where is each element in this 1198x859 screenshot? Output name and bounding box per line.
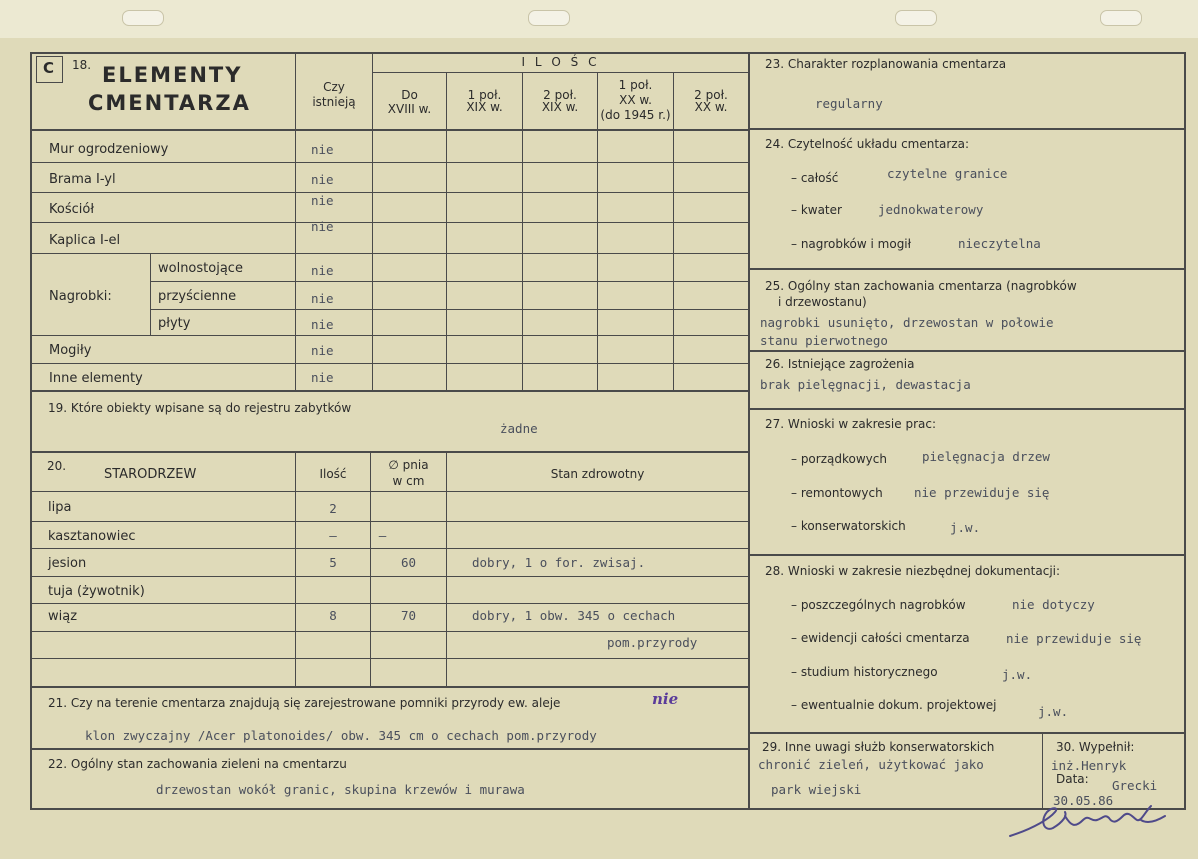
row-value: nie	[311, 142, 334, 157]
period-5-l1: 2 poł.	[694, 88, 728, 102]
q28-item: – ewentualnie dokum. projektowej	[791, 698, 997, 712]
q28-item: – studium historycznego	[791, 665, 938, 679]
row-label: Mur ogrodzeniowy	[49, 142, 169, 157]
row-value: nie	[311, 343, 334, 358]
tree-name: tuja (żywotnik)	[48, 584, 145, 599]
nagrobki-item: przyścienne	[158, 289, 237, 304]
tree-ilosc: 2	[329, 501, 337, 516]
tree-name: kasztanowiec	[48, 529, 136, 544]
tree-name: lipa	[48, 500, 72, 515]
nagrobki-value: nie	[311, 263, 334, 278]
q28-item: – poszczególnych nagrobków	[791, 598, 966, 612]
col-exists-l2: istnieją	[312, 95, 356, 109]
tree-stan: dobry, 1 o for. zwisaj.	[472, 555, 646, 570]
nagrobki-label: Nagrobki:	[49, 289, 112, 304]
period-1-l1: Do	[401, 88, 418, 102]
q28-value: nie przewiduje się	[1006, 631, 1142, 646]
q25-label-l1: 25. Ogólny stan zachowania cmentarza (nagrobków	[765, 279, 1077, 293]
q24-item: – kwater	[791, 203, 842, 217]
q28-label: 28. Wnioski w zakresie niezbędnej dokumentacji:	[765, 564, 1061, 578]
row-value: nie	[311, 219, 334, 234]
q27-item: – porządkowych	[791, 452, 887, 466]
tree-name: wiąz	[48, 609, 78, 624]
q30-date: 30.05.86	[1053, 793, 1114, 808]
q24-value: czytelne granice	[887, 166, 1008, 181]
q30-label: 30. Wypełnił:	[1056, 740, 1135, 754]
q28-value: j.w.	[1002, 667, 1033, 682]
q19-value: żadne	[500, 421, 538, 436]
q24-value: nieczytelna	[958, 236, 1041, 251]
q27-value: nie przewiduje się	[914, 485, 1050, 500]
q27-label: 27. Wnioski w zakresie prac:	[765, 417, 937, 431]
row-value: nie	[311, 193, 334, 208]
q24-item: – całość	[791, 171, 839, 185]
q20-col-pnia-l1: ∅ pnia	[388, 458, 429, 472]
q24-item: – nagrobków i mogił	[791, 237, 912, 251]
period-2-l2: XIX w.	[466, 100, 503, 114]
row-label: Inne elementy	[49, 371, 143, 386]
q29-label: 29. Inne uwagi służb konserwatorskich	[762, 740, 995, 754]
q27-item: – konserwatorskich	[791, 519, 906, 533]
nagrobki-value: nie	[311, 291, 334, 306]
q27-item: – remontowych	[791, 486, 883, 500]
period-5-l2: XX w.	[694, 100, 728, 114]
q30-name: inż.Henryk	[1051, 758, 1127, 773]
q25-value-l1: nagrobki usunięto, drzewostan w połowie	[760, 315, 1054, 330]
period-3-l1: 2 poł.	[543, 88, 577, 102]
q26-value: brak pielęgnacji, dewastacja	[760, 377, 971, 392]
q20-col-ilosc: Ilość	[319, 467, 347, 481]
nagrobki-item: płyty	[158, 316, 191, 331]
q22-label: 22. Ogólny stan zachowania zieleni na cmentarzu	[48, 757, 347, 771]
q22-value: drzewostan wokół granic, skupina krzewów i murawa	[156, 782, 525, 797]
period-1-l2: XVIII w.	[387, 102, 432, 116]
q28-item: – ewidencji całości cmentarza	[791, 631, 970, 645]
tree-ilosc: 5	[329, 555, 337, 570]
q28-value: nie dotyczy	[1012, 597, 1095, 612]
top-strip	[0, 0, 1198, 38]
q26-label: 26. Istniejące zagrożenia	[765, 357, 915, 371]
q23-value: regularny	[815, 96, 883, 111]
q27-value: j.w.	[950, 520, 981, 535]
period-4-l1: 1 poł.	[618, 78, 653, 92]
q20-title: STARODRZEW	[104, 467, 197, 482]
q29-value-l1: chronić zieleń, użytkować jako	[758, 757, 984, 772]
q29-value-l2: park wiejski	[771, 782, 862, 797]
q21-label: 21. Czy na terenie cmentarza znajdują się zarejestrowane pomniki przyrody ew. aleje	[48, 696, 561, 710]
q23-label: 23. Charakter rozplanowania cmentarza	[765, 57, 1007, 71]
ilosc-header: I L O Ś C	[521, 55, 600, 69]
tree-pnia: 60	[400, 555, 417, 570]
section-title-line2: CMENTARZA	[88, 91, 251, 115]
q28-value: j.w.	[1038, 704, 1069, 719]
q25-label-l2: i drzewostanu)	[778, 295, 867, 309]
col-exists-l1: Czy	[323, 80, 345, 94]
q24-value: jednokwaterowy	[878, 202, 984, 217]
binder-hole	[528, 10, 570, 26]
binder-hole	[122, 10, 164, 26]
section-number: 18.	[72, 58, 92, 72]
q27-value: pielęgnacja drzew	[922, 449, 1050, 464]
tree-pnia: 70	[400, 608, 417, 623]
section-title-line1: ELEMENTY	[102, 63, 243, 87]
q30-date-label: Data:	[1056, 772, 1089, 786]
period-4-l3: (do 1945 r.)	[600, 108, 671, 122]
period-2-l1: 1 poł.	[467, 88, 502, 102]
tree-pnia: –	[378, 528, 387, 543]
period-4-l2: XX w.	[619, 93, 652, 107]
row-label: Kaplica I-el	[49, 233, 121, 248]
q25-value-l2: stanu pierwotnego	[760, 333, 888, 348]
nagrobki-item: wolnostojące	[158, 261, 243, 276]
row-label: Brama I-yl	[49, 172, 116, 187]
row-value: nie	[311, 172, 334, 187]
q20-col-pnia-l2: w cm	[392, 474, 425, 488]
q21-value: klon zwyczajny /Acer platonoides/ obw. 345 cm o cechach pom.przyrody	[85, 728, 597, 743]
q30-surname: Grecki	[1112, 778, 1158, 793]
binder-hole	[895, 10, 937, 26]
row-label: Kościół	[49, 202, 95, 217]
tree-name: jesion	[48, 556, 87, 571]
q20-number: 20.	[47, 459, 67, 473]
q19-label: 19. Które obiekty wpisane są do rejestru zabytków	[48, 401, 352, 415]
tree-ilosc: 8	[329, 608, 337, 623]
q21-handwritten: nie	[652, 690, 679, 708]
period-3-l2: XIX w.	[541, 100, 579, 114]
tree-stan: dobry, 1 obw. 345 o cechach	[472, 608, 676, 623]
row-value: nie	[311, 370, 334, 385]
row-label: Mogiły	[49, 343, 92, 358]
nagrobki-value: nie	[311, 317, 334, 332]
tree-stan-extra: pom.przyrody	[607, 635, 698, 650]
signature-icon	[1005, 798, 1175, 848]
binder-hole	[1100, 10, 1142, 26]
q24-label: 24. Czytelność układu cmentarza:	[765, 137, 970, 151]
tree-ilosc: –	[329, 528, 337, 543]
q20-col-stan: Stan zdrowotny	[550, 467, 645, 481]
section-letter: C	[43, 59, 55, 77]
